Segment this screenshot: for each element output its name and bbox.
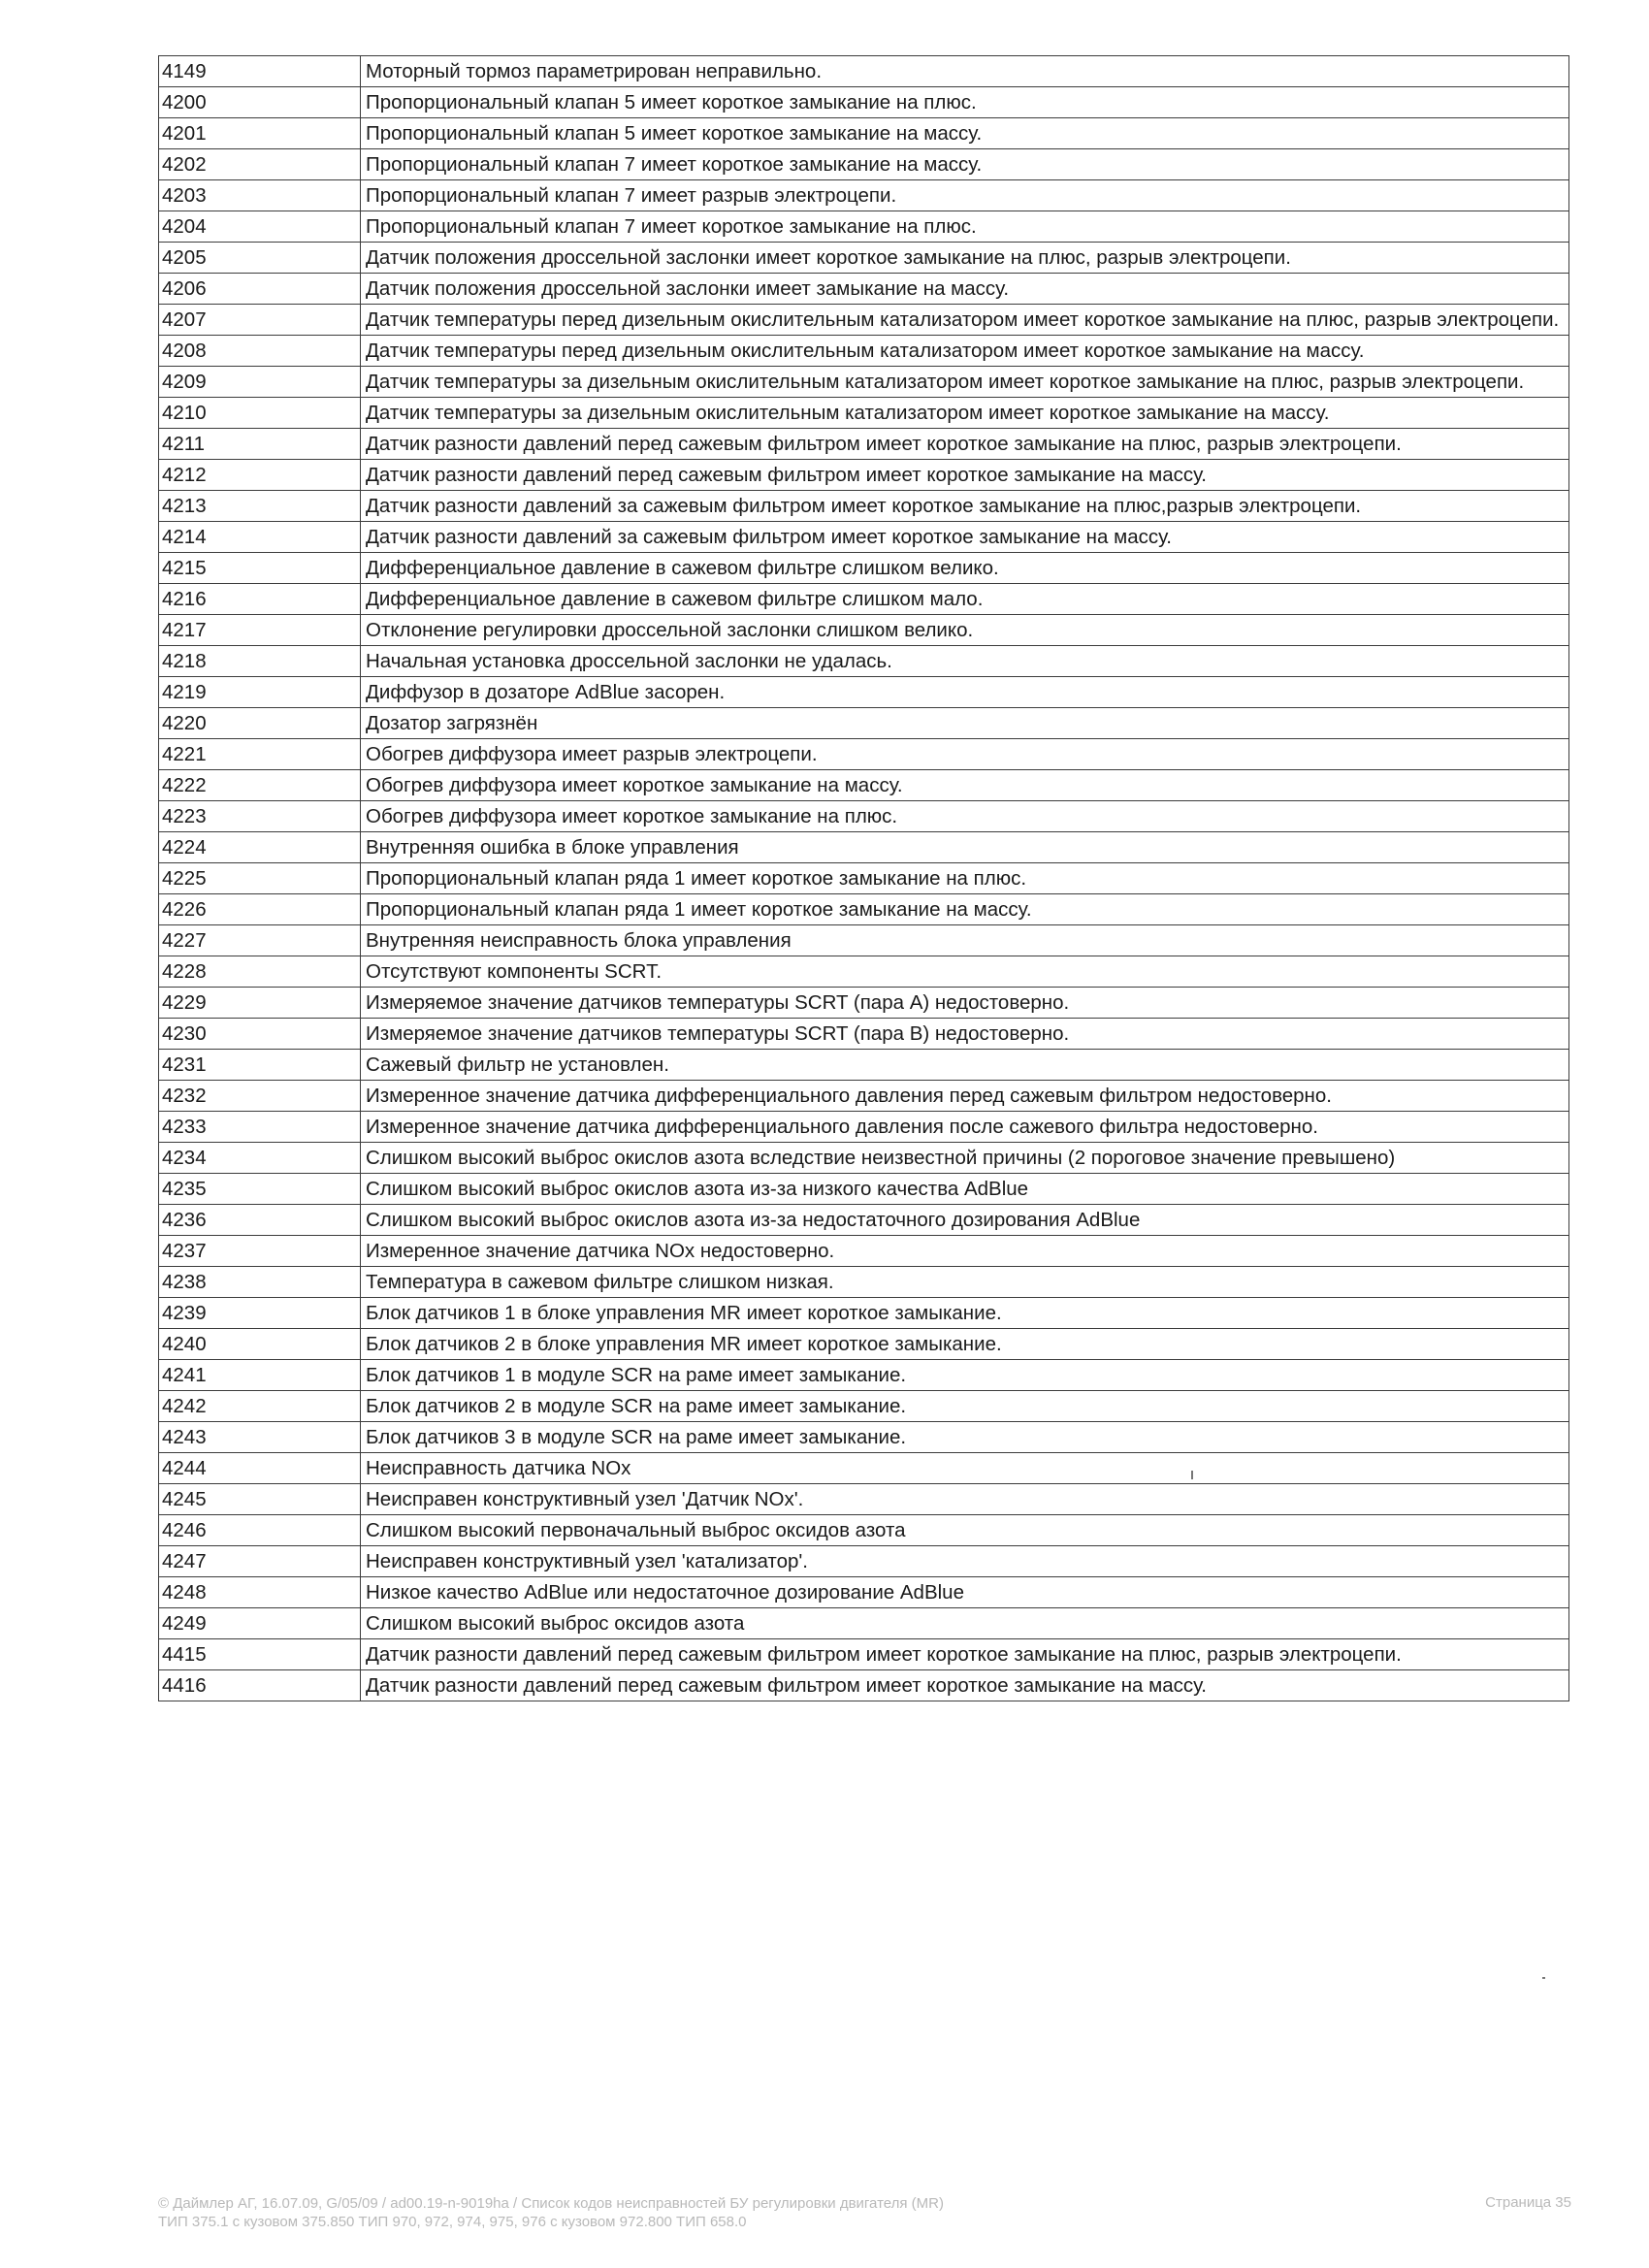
fault-code-cell: 4223 bbox=[159, 801, 361, 832]
fault-description-cell: Дифференциальное давление в сажевом фильтре слишком мало. bbox=[361, 584, 1569, 615]
fault-code-cell: 4227 bbox=[159, 925, 361, 956]
fault-description-cell: Начальная установка дроссельной заслонки не удалась. bbox=[361, 646, 1569, 677]
fault-code-cell: 4230 bbox=[159, 1019, 361, 1050]
table-row bbox=[159, 708, 1569, 739]
fault-code-rows bbox=[159, 56, 1569, 1701]
table-row bbox=[159, 1019, 1569, 1050]
table-row bbox=[159, 1639, 1569, 1670]
fault-description-cell: Измеренное значение датчика дифференциального давления перед сажевым фильтром недостоверно. bbox=[361, 1081, 1569, 1112]
fault-code-cell: 4416 bbox=[159, 1670, 361, 1701]
table-row bbox=[159, 832, 1569, 863]
scan-artifact bbox=[1191, 1471, 1193, 1479]
fault-code-cell: 4224 bbox=[159, 832, 361, 863]
fault-code-cell: 4218 bbox=[159, 646, 361, 677]
fault-code-cell: 4212 bbox=[159, 460, 361, 491]
table-row bbox=[159, 739, 1569, 770]
fault-code-table bbox=[158, 55, 1569, 1701]
fault-description-cell: Слишком высокий выброс окислов азота из-за низкого качества AdBlue bbox=[361, 1174, 1569, 1205]
fault-description-cell: Пропорциональный клапан 5 имеет короткое замыкание на массу. bbox=[361, 118, 1569, 149]
table-row bbox=[159, 1205, 1569, 1236]
fault-description-cell: Внутренняя неисправность блока управления bbox=[361, 925, 1569, 956]
fault-code-cell: 4210 bbox=[159, 398, 361, 429]
fault-code-cell: 4236 bbox=[159, 1205, 361, 1236]
table-row bbox=[159, 584, 1569, 615]
fault-description-cell: Измеренное значение датчика NOx недостоверно. bbox=[361, 1236, 1569, 1267]
fault-code-cell: 4240 bbox=[159, 1329, 361, 1360]
fault-description-cell: Блок датчиков 3 в модуле SCR на раме имеет замыкание. bbox=[361, 1422, 1569, 1453]
fault-description-cell: Отсутствуют компоненты SCRT. bbox=[361, 956, 1569, 988]
fault-code-cell: 4217 bbox=[159, 615, 361, 646]
fault-description-cell: Измеряемое значение датчиков температуры SCRT (пара В) недостоверно. bbox=[361, 1019, 1569, 1050]
fault-description-cell: Отклонение регулировки дроссельной заслонки слишком велико. bbox=[361, 615, 1569, 646]
table-row bbox=[159, 925, 1569, 956]
table-row bbox=[159, 180, 1569, 211]
table-row bbox=[159, 1143, 1569, 1174]
fault-code-cell: 4216 bbox=[159, 584, 361, 615]
scan-artifact bbox=[1542, 1977, 1545, 1979]
fault-code-cell: 4231 bbox=[159, 1050, 361, 1081]
table-row bbox=[159, 1267, 1569, 1298]
footer-copyright-line: © Даймлер АГ, 16.07.09, G/05/09 / ad00.19-n-9019ha / Список кодов неисправностей БУ регулировки двигателя (MR) bbox=[158, 2195, 944, 2212]
fault-code-cell: 4233 bbox=[159, 1112, 361, 1143]
fault-code-cell: 4221 bbox=[159, 739, 361, 770]
table-row bbox=[159, 863, 1569, 894]
fault-code-cell: 4246 bbox=[159, 1515, 361, 1546]
fault-description-cell: Обогрев диффузора имеет короткое замыкание на плюс. bbox=[361, 801, 1569, 832]
fault-code-cell: 4211 bbox=[159, 429, 361, 460]
fault-description-cell: Неисправен конструктивный узел 'Датчик NOx'. bbox=[361, 1484, 1569, 1515]
fault-code-cell: 4226 bbox=[159, 894, 361, 925]
table-row bbox=[159, 1608, 1569, 1639]
table-row bbox=[159, 677, 1569, 708]
table-row bbox=[159, 956, 1569, 988]
table-row bbox=[159, 149, 1569, 180]
fault-code-cell: 4235 bbox=[159, 1174, 361, 1205]
fault-description-cell: Датчик разности давлений за сажевым фильтром имеет короткое замыкание на плюс,разрыв электроцепи. bbox=[361, 491, 1569, 522]
table-row bbox=[159, 460, 1569, 491]
table-row bbox=[159, 56, 1569, 87]
fault-description-cell: Блок датчиков 2 в модуле SCR на раме имеет замыкание. bbox=[361, 1391, 1569, 1422]
table-row bbox=[159, 87, 1569, 118]
fault-description-cell: Дифференциальное давление в сажевом фильтре слишком велико. bbox=[361, 553, 1569, 584]
table-row bbox=[159, 1236, 1569, 1267]
table-row bbox=[159, 1670, 1569, 1701]
fault-description-cell: Пропорциональный клапан 7 имеет короткое замыкание на плюс. bbox=[361, 211, 1569, 243]
table-row bbox=[159, 801, 1569, 832]
fault-description-cell: Датчик положения дроссельной заслонки имеет короткое замыкание на плюс, разрыв электроцепи. bbox=[361, 243, 1569, 274]
fault-description-cell: Датчик положения дроссельной заслонки имеет замыкание на массу. bbox=[361, 274, 1569, 305]
fault-description-cell: Датчик температуры за дизельным окислительным катализатором имеет короткое замыкание на массу. bbox=[361, 398, 1569, 429]
table-row bbox=[159, 305, 1569, 336]
fault-description-cell: Пропорциональный клапан ряда 1 имеет короткое замыкание на массу. bbox=[361, 894, 1569, 925]
table-row bbox=[159, 429, 1569, 460]
fault-description-cell: Обогрев диффузора имеет разрыв электроцепи. bbox=[361, 739, 1569, 770]
table-row bbox=[159, 553, 1569, 584]
fault-description-cell: Пропорциональный клапан 7 имеет короткое замыкание на массу. bbox=[361, 149, 1569, 180]
fault-code-cell: 4232 bbox=[159, 1081, 361, 1112]
fault-description-cell: Слишком высокий выброс окислов азота вследствие неизвестной причины (2 пороговое значение превышено) bbox=[361, 1143, 1569, 1174]
fault-code-cell: 4247 bbox=[159, 1546, 361, 1577]
fault-description-cell: Блок датчиков 2 в блоке управления MR имеет короткое замыкание. bbox=[361, 1329, 1569, 1360]
fault-description-cell: Низкое качество AdBlue или недостаточное дозирование AdBlue bbox=[361, 1577, 1569, 1608]
fault-code-cell: 4237 bbox=[159, 1236, 361, 1267]
fault-description-cell: Датчик разности давлений перед сажевым фильтром имеет короткое замыкание на плюс, разрыв электроцепи. bbox=[361, 429, 1569, 460]
fault-description-cell: Датчик разности давлений перед сажевым фильтром имеет короткое замыкание на массу. bbox=[361, 1670, 1569, 1701]
fault-code-cell: 4204 bbox=[159, 211, 361, 243]
fault-description-cell: Измеряемое значение датчиков температуры SCRT (пара А) недостоверно. bbox=[361, 988, 1569, 1019]
fault-description-cell: Датчик разности давлений перед сажевым фильтром имеет короткое замыкание на массу. bbox=[361, 460, 1569, 491]
table-row bbox=[159, 1453, 1569, 1484]
table-row bbox=[159, 118, 1569, 149]
fault-description-cell: Пропорциональный клапан ряда 1 имеет короткое замыкание на плюс. bbox=[361, 863, 1569, 894]
table-row bbox=[159, 522, 1569, 553]
fault-description-cell: Обогрев диффузора имеет короткое замыкание на массу. bbox=[361, 770, 1569, 801]
table-row bbox=[159, 336, 1569, 367]
fault-code-cell: 4229 bbox=[159, 988, 361, 1019]
fault-code-cell: 4234 bbox=[159, 1143, 361, 1174]
fault-code-cell: 4213 bbox=[159, 491, 361, 522]
table-row bbox=[159, 1577, 1569, 1608]
table-row bbox=[159, 1081, 1569, 1112]
table-row bbox=[159, 1174, 1569, 1205]
fault-description-cell: Измеренное значение датчика дифференциального давления после сажевого фильтра недостоверно. bbox=[361, 1112, 1569, 1143]
document-footer bbox=[158, 2194, 1322, 2231]
fault-code-cell: 4209 bbox=[159, 367, 361, 398]
fault-description-cell: Пропорциональный клапан 7 имеет разрыв электроцепи. bbox=[361, 180, 1569, 211]
table-row bbox=[159, 1112, 1569, 1143]
fault-code-cell: 4228 bbox=[159, 956, 361, 988]
table-row bbox=[159, 1329, 1569, 1360]
table-row bbox=[159, 1515, 1569, 1546]
table-row bbox=[159, 770, 1569, 801]
fault-code-cell: 4205 bbox=[159, 243, 361, 274]
fault-code-cell: 4149 bbox=[159, 56, 361, 87]
table-row bbox=[159, 1050, 1569, 1081]
table-row bbox=[159, 1546, 1569, 1577]
fault-code-cell: 4415 bbox=[159, 1639, 361, 1670]
fault-description-cell: Температура в сажевом фильтре слишком низкая. bbox=[361, 1267, 1569, 1298]
fault-code-cell: 4207 bbox=[159, 305, 361, 336]
footer-vehicle-types-line: ТИП 375.1 с кузовом 375.850 ТИП 970, 972, 974, 975, 976 с кузовом 972.800 ТИП 658.0 bbox=[158, 2214, 747, 2230]
table-row bbox=[159, 491, 1569, 522]
table-row bbox=[159, 1484, 1569, 1515]
fault-description-cell: Датчик разности давлений за сажевым фильтром имеет короткое замыкание на массу. bbox=[361, 522, 1569, 553]
fault-code-cell: 4245 bbox=[159, 1484, 361, 1515]
fault-description-cell: Блок датчиков 1 в модуле SCR на раме имеет замыкание. bbox=[361, 1360, 1569, 1391]
fault-code-cell: 4215 bbox=[159, 553, 361, 584]
fault-code-cell: 4249 bbox=[159, 1608, 361, 1639]
table-row bbox=[159, 1391, 1569, 1422]
table-row bbox=[159, 894, 1569, 925]
fault-description-cell: Диффузор в дозаторе AdBlue засорен. bbox=[361, 677, 1569, 708]
table-row bbox=[159, 1360, 1569, 1391]
fault-code-cell: 4214 bbox=[159, 522, 361, 553]
table-row bbox=[159, 1422, 1569, 1453]
fault-description-cell: Сажевый фильтр не установлен. bbox=[361, 1050, 1569, 1081]
fault-description-cell: Слишком высокий выброс оксидов азота bbox=[361, 1608, 1569, 1639]
fault-code-cell: 4238 bbox=[159, 1267, 361, 1298]
fault-description-cell: Датчик температуры перед дизельным окислительным катализатором имеет короткое замыкание на плюс, разрыв электроцепи. bbox=[361, 305, 1569, 336]
fault-code-cell: 4248 bbox=[159, 1577, 361, 1608]
fault-code-cell: 4206 bbox=[159, 274, 361, 305]
table-row bbox=[159, 615, 1569, 646]
fault-code-cell: 4201 bbox=[159, 118, 361, 149]
fault-code-cell: 4208 bbox=[159, 336, 361, 367]
fault-code-cell: 4225 bbox=[159, 863, 361, 894]
fault-code-cell: 4241 bbox=[159, 1360, 361, 1391]
fault-description-cell: Моторный тормоз параметрирован неправильно. bbox=[361, 56, 1569, 87]
fault-code-cell: 4203 bbox=[159, 180, 361, 211]
fault-description-cell: Неисправность датчика NOx bbox=[361, 1453, 1569, 1484]
fault-code-cell: 4222 bbox=[159, 770, 361, 801]
fault-description-cell: Слишком высокий первоначальный выброс оксидов азота bbox=[361, 1515, 1569, 1546]
fault-code-cell: 4239 bbox=[159, 1298, 361, 1329]
table-row bbox=[159, 243, 1569, 274]
fault-description-cell: Датчик разности давлений перед сажевым фильтром имеет короткое замыкание на плюс, разрыв электроцепи. bbox=[361, 1639, 1569, 1670]
table-row bbox=[159, 398, 1569, 429]
fault-code-cell: 4219 bbox=[159, 677, 361, 708]
fault-code-cell: 4244 bbox=[159, 1453, 361, 1484]
table-row bbox=[159, 367, 1569, 398]
fault-description-cell: Датчик температуры за дизельным окислительным катализатором имеет короткое замыкание на плюс, разрыв электроцепи. bbox=[361, 367, 1569, 398]
fault-description-cell: Дозатор загрязнён bbox=[361, 708, 1569, 739]
fault-description-cell: Внутренняя ошибка в блоке управления bbox=[361, 832, 1569, 863]
fault-code-cell: 4220 bbox=[159, 708, 361, 739]
table-row bbox=[159, 646, 1569, 677]
page-number: Страница 35 bbox=[1485, 2194, 1571, 2211]
table-row bbox=[159, 988, 1569, 1019]
fault-description-cell: Пропорциональный клапан 5 имеет короткое замыкание на плюс. bbox=[361, 87, 1569, 118]
fault-code-cell: 4242 bbox=[159, 1391, 361, 1422]
fault-code-cell: 4200 bbox=[159, 87, 361, 118]
fault-code-cell: 4202 bbox=[159, 149, 361, 180]
fault-code-cell: 4243 bbox=[159, 1422, 361, 1453]
fault-description-cell: Неисправен конструктивный узел 'катализатор'. bbox=[361, 1546, 1569, 1577]
table-row bbox=[159, 211, 1569, 243]
table-row bbox=[159, 1298, 1569, 1329]
fault-description-cell: Слишком высокий выброс окислов азота из-за недостаточного дозирования AdBlue bbox=[361, 1205, 1569, 1236]
fault-description-cell: Датчик температуры перед дизельным окислительным катализатором имеет короткое замыкание на массу. bbox=[361, 336, 1569, 367]
fault-description-cell: Блок датчиков 1 в блоке управления MR имеет короткое замыкание. bbox=[361, 1298, 1569, 1329]
table-row bbox=[159, 274, 1569, 305]
